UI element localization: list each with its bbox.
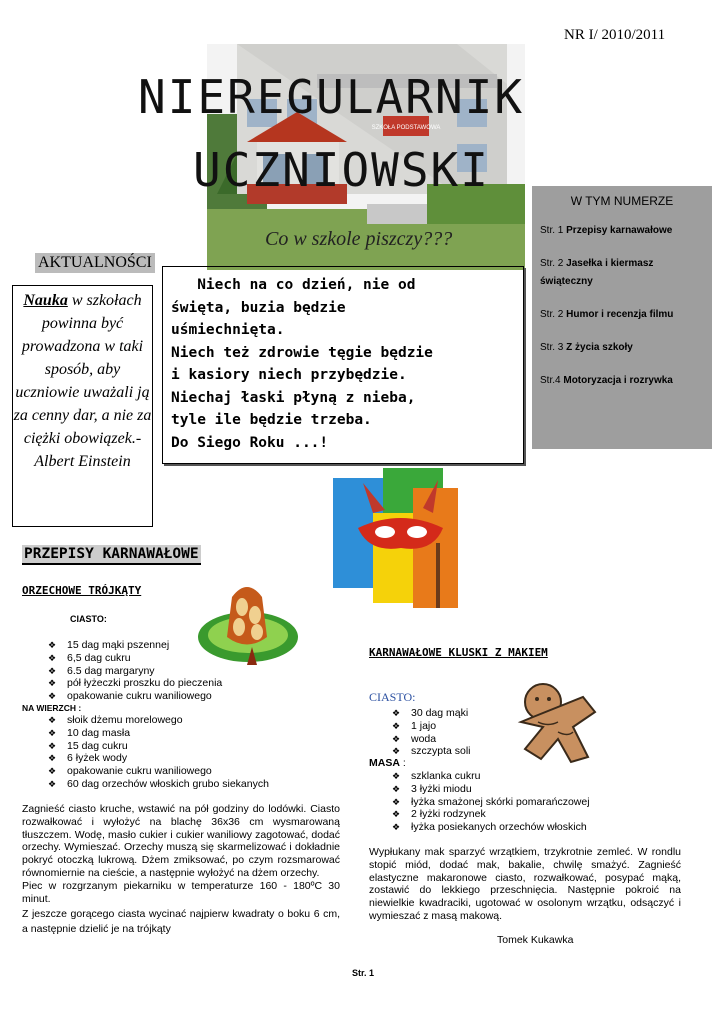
quote-keyword: Nauka bbox=[23, 292, 68, 309]
toc-item[interactable] bbox=[540, 255, 704, 291]
wish-line: tyle ile będzie trzeba. bbox=[171, 412, 372, 428]
toc-item[interactable] bbox=[540, 372, 704, 390]
toc-item[interactable] bbox=[540, 306, 704, 324]
recipe1-topping-label: NA WIERZCH : bbox=[22, 703, 82, 713]
recipe2-title: KARNAWAŁOWE KLUSKI Z MAKIEM bbox=[369, 646, 548, 659]
mass-label-text: MASA bbox=[369, 757, 400, 769]
wish-line: uśmiechnięta. bbox=[171, 322, 285, 338]
author-name: Tomek Kukawka bbox=[497, 934, 574, 946]
toc-label: Motoryzacja i rozrywka bbox=[563, 375, 673, 386]
toc-item[interactable] bbox=[540, 222, 704, 240]
list-item: ❖ szklanka cukru bbox=[392, 770, 652, 783]
recipe2-dough-label: CIASTO: bbox=[369, 690, 416, 704]
recipe1-step: Piec w rozgrzanym piekarniku w temperaturze 160 - 180ºC 30 minut. bbox=[22, 879, 340, 905]
recipe2-mass-label bbox=[369, 757, 406, 769]
news-label: AKTUALNOŚCI bbox=[35, 253, 155, 273]
list-item: ❖ opakowanie cukru waniliowego bbox=[48, 765, 348, 778]
quote-box bbox=[12, 285, 153, 527]
wish-line: Niech na co dzień, nie od bbox=[171, 277, 416, 293]
recipes-heading: PRZEPISY KARNAWAŁOWE bbox=[22, 545, 201, 565]
recipe1-steps bbox=[22, 803, 340, 937]
toc-page: Str. 2 bbox=[540, 258, 564, 269]
issue-number: NR I/ 2010/2011 bbox=[564, 27, 666, 43]
toc-label: Jasełka i kiermasz świąteczny bbox=[540, 258, 654, 287]
toc-item[interactable] bbox=[540, 339, 704, 357]
toc-label: Humor i recenzja filmu bbox=[566, 309, 674, 320]
list-item: ❖ słoik dżemu morelowego bbox=[48, 714, 348, 727]
recipe1-dough-list bbox=[48, 639, 348, 703]
question-headline: Co w szkole piszczy??? bbox=[265, 228, 453, 250]
wish-line: święta, buzia będzie bbox=[171, 299, 346, 316]
list-item: ❖ łyżka posiekanych orzechów włoskich bbox=[392, 821, 652, 834]
gingerbread-cookie-image bbox=[513, 677, 603, 767]
list-item: ❖ 2 łyżki rodzynek bbox=[392, 808, 652, 821]
list-item: ❖ 3 łyżki miodu bbox=[392, 783, 652, 796]
recipe1-title: ORZECHOWE TRÓJKĄTY bbox=[22, 584, 142, 597]
list-item: ❖ łyżka smażonej skórki pomarańczowej bbox=[392, 796, 652, 809]
list-item: ❖ 6,5 dag cukru bbox=[48, 652, 348, 665]
toc-label: Z życia szkoły bbox=[566, 342, 633, 353]
recipe1-step: Zagnieść ciasto kruche, wstawić na pół godziny do lodówki. Ciasto rozwałkować i wyłożyć na blachę 36x36 cm wysmarowaną tłuszczem. Wodę, masło cukier i cukier waniliowy zagotować, dodać orzechy. Wymieszać. Orzechy muszą się skarmelizować i dokładnie pokryć otoczką lukrową. Dżem zmiksować, po czym rozsmarować równomiernie na cieście, a następnie wyłożyć na dżem orzechy. bbox=[22, 803, 340, 879]
new-year-wishes bbox=[162, 266, 524, 464]
list-item: ❖ szczypta soli bbox=[392, 745, 592, 758]
newspaper-title-line1: NIEREGULARNIK bbox=[138, 70, 525, 124]
toc-page: Str. 3 bbox=[540, 342, 564, 353]
list-item: ❖ 1 jajo bbox=[392, 720, 592, 733]
quote-text: w szkołach powinna być prowadzona w taki sposób, aby uczniowie uważali ją za cenny dar, a nie za ciężki obowiązek.- Albert Einstein bbox=[13, 292, 152, 470]
recipe1-dough-label: CIASTO: bbox=[70, 614, 107, 624]
list-item: ❖ opakowanie cukru waniliowego bbox=[48, 690, 348, 703]
list-item: ❖ pół łyżeczki proszku do pieczenia bbox=[48, 677, 348, 690]
toc-page: Str.4 bbox=[540, 375, 561, 386]
list-item: ❖ 15 dag cukru bbox=[48, 740, 348, 753]
toc-page: Str. 2 bbox=[540, 309, 564, 320]
wish-line: Niech też zdrowie tęgie będzie bbox=[171, 344, 433, 361]
toc-heading: W TYM NUMERZE bbox=[570, 194, 674, 208]
table-of-contents bbox=[532, 186, 712, 449]
list-item: ❖ 6 łyżek wody bbox=[48, 752, 348, 765]
mass-label-colon: : bbox=[399, 757, 406, 769]
list-item: ❖ woda bbox=[392, 733, 592, 746]
carnival-mask-illustration bbox=[333, 468, 468, 613]
list-item: ❖ 15 dag mąki pszennej bbox=[48, 639, 348, 652]
list-item: ❖ 6.5 dag margaryny bbox=[48, 665, 348, 678]
wish-line: Do Siego Roku ...! bbox=[171, 434, 329, 451]
recipe1-step: Z jeszcze gorącego ciasta wycinać najpierw kwadraty o boku 6 cm, a następnie dzielić je na trójkąty bbox=[22, 908, 340, 936]
toc-page: Str. 1 bbox=[540, 225, 564, 236]
newspaper-title-line2: UCZNIOWSKI bbox=[193, 143, 490, 197]
list-item: ❖ 10 dag masła bbox=[48, 727, 348, 740]
page-number: Str. 1 bbox=[352, 968, 375, 978]
list-item: ❖ 60 dag orzechów włoskich grubo siekanych bbox=[48, 778, 348, 791]
list-item: ❖ 30 dag mąki bbox=[392, 707, 592, 720]
recipe2-mass-list bbox=[392, 770, 652, 834]
recipe1-topping-list bbox=[48, 714, 348, 791]
wish-line: i kasiory niech przybędzie. bbox=[171, 367, 407, 383]
toc-label: Przepisy karnawałowe bbox=[566, 225, 673, 236]
wish-line: Niechaj łaski płyną z nieba, bbox=[171, 389, 416, 406]
recipe2-steps: Wypłukany mak sparzyć wrzątkiem, trzykrotnie zemleć. W rondlu stopić miód, dodać mak, bakalie, chwilę smażyć. Zagnieść elastyczne makaronowe ciasto, rozwałkować, posypać mąką, zostawić do lekkiego przeschnięcia. Następnie pokroić na niewielkie kwadraciki, ugotować w osolonym wrzątku, odsączyć i wymieszać z masą makową. bbox=[369, 846, 681, 922]
school-sign: SZKOŁA PODSTAWOWA bbox=[371, 125, 441, 131]
